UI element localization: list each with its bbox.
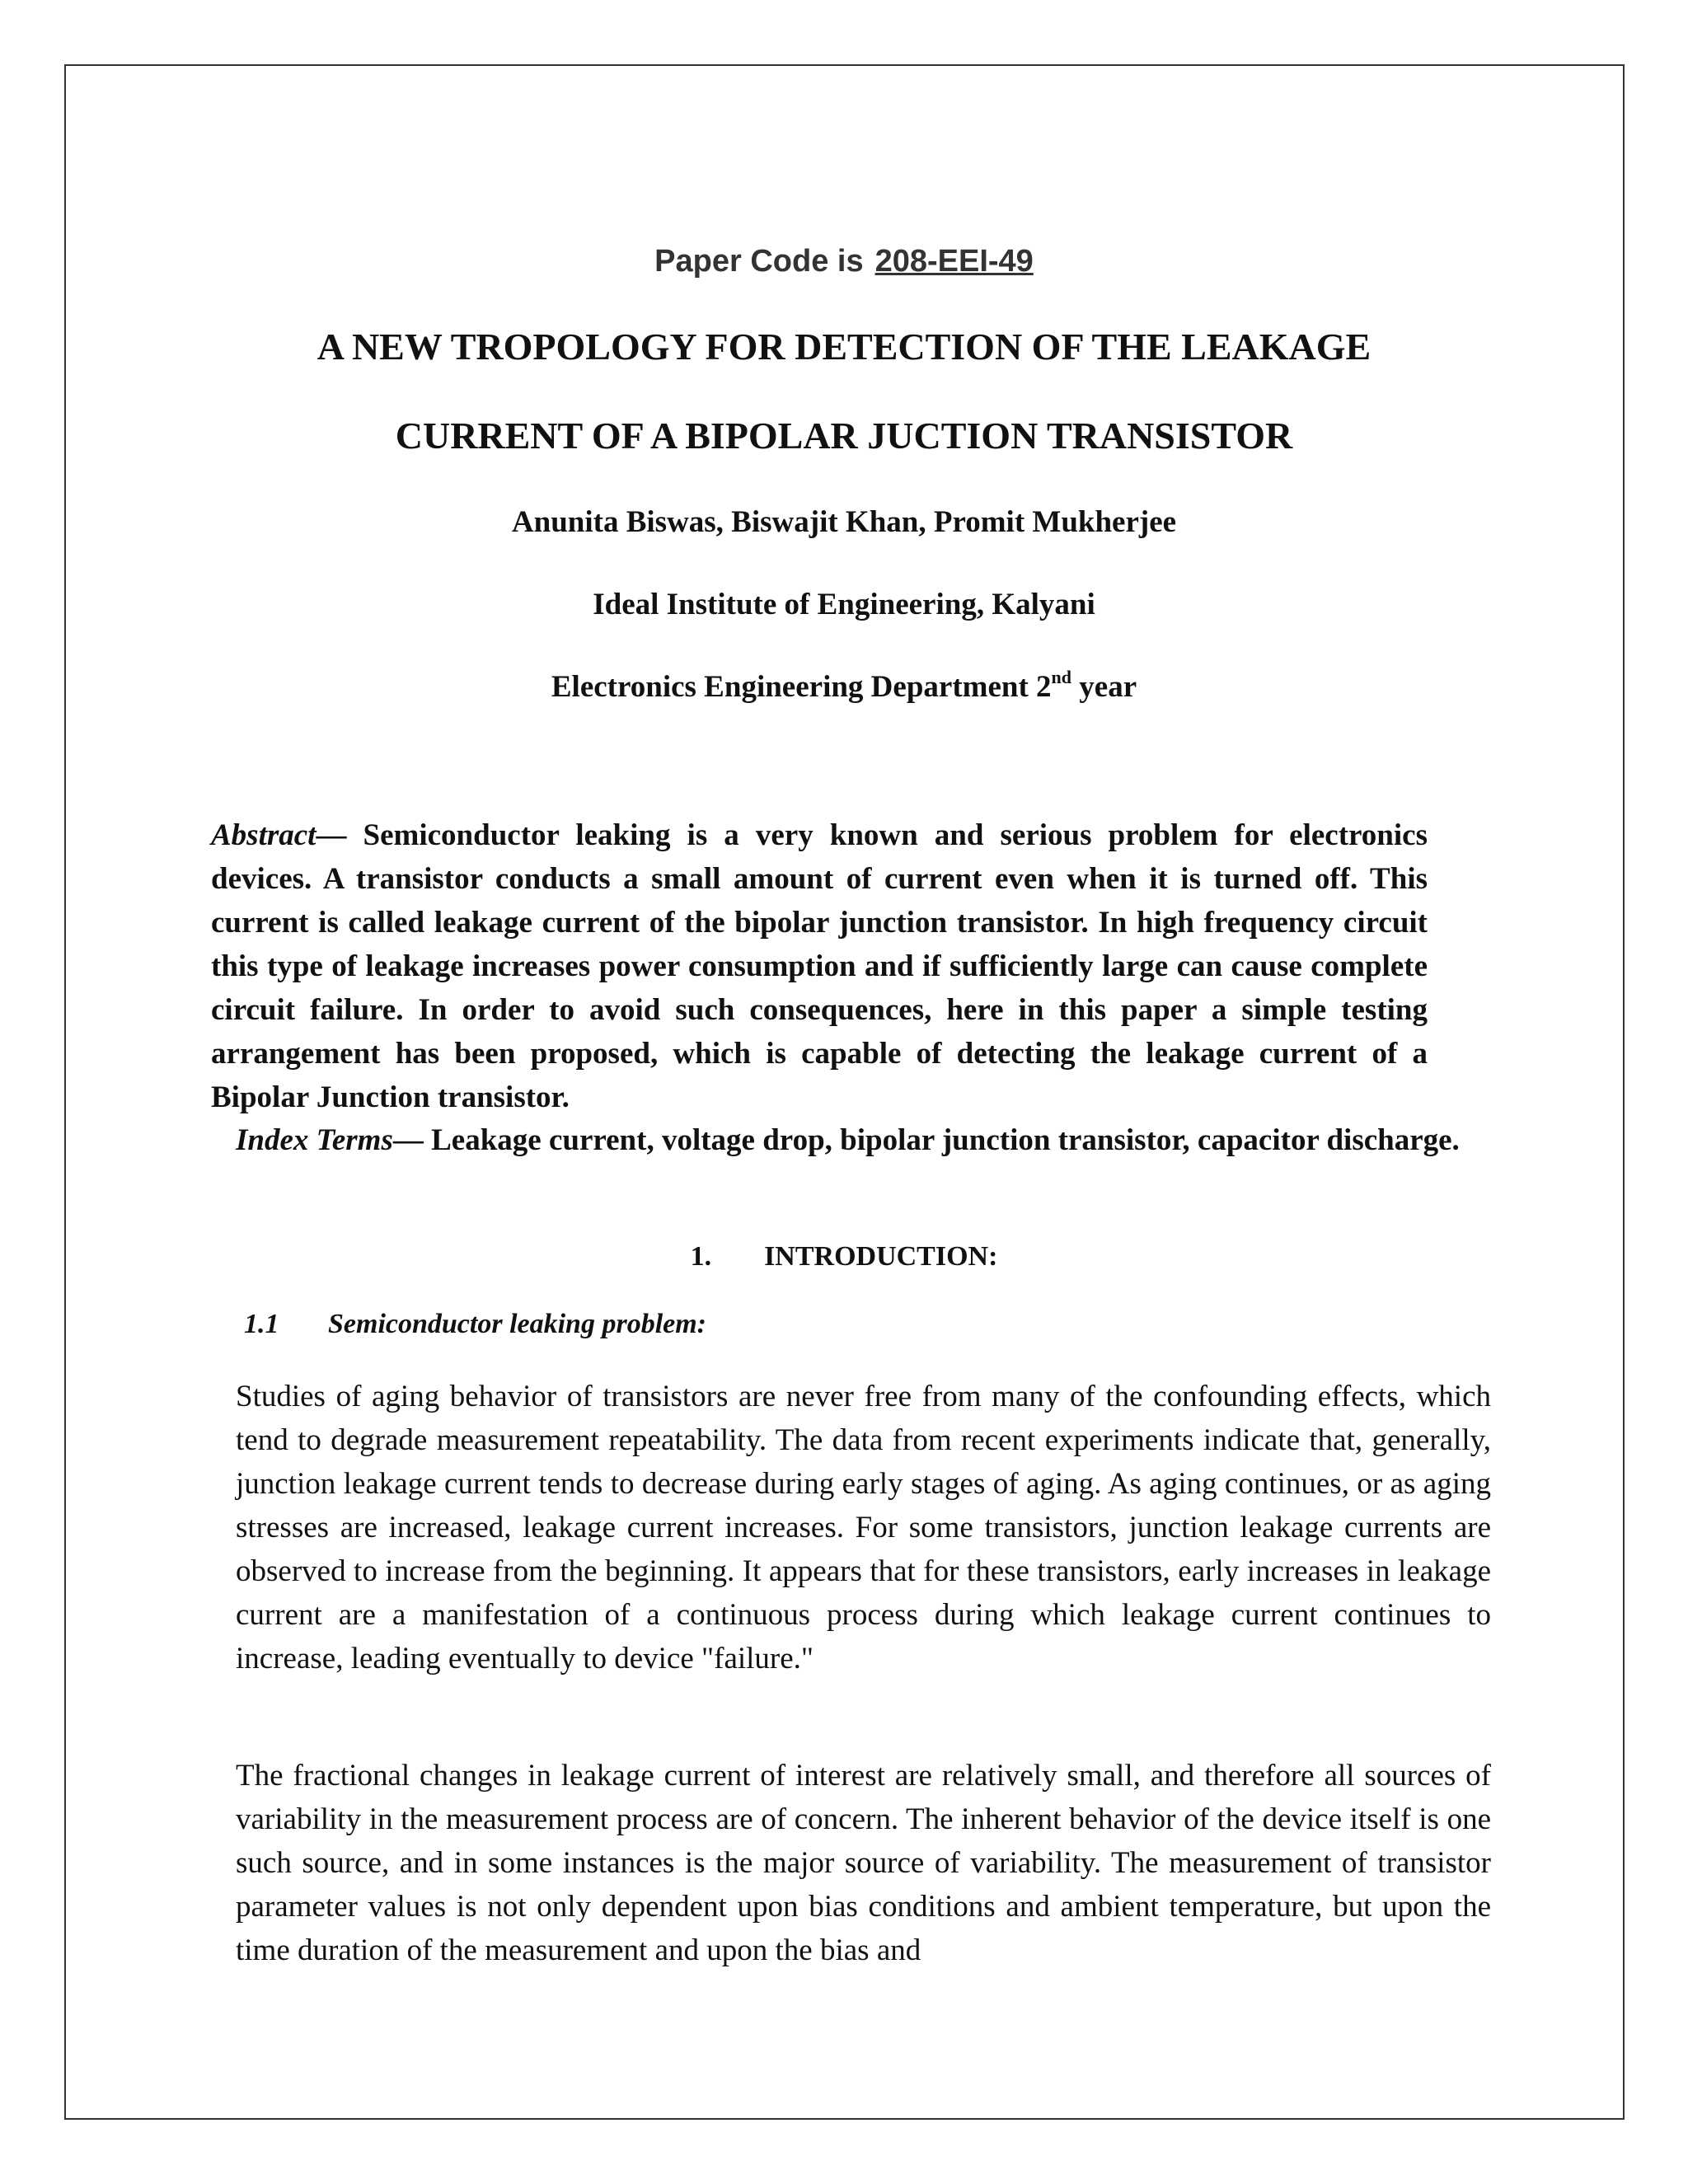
department-suffix: year (1071, 670, 1137, 704)
index-terms-text: — Leakage current, voltage drop, bipolar junction transistor, capacitor discharge. (392, 1123, 1460, 1157)
paper-title-line-1: A NEW TROPOLOGY FOR DETECTION OF THE LEAKAGE (316, 326, 1372, 368)
section-number: 1. (690, 1241, 712, 1272)
subsection-number: 1.1 (244, 1309, 279, 1339)
paper-code-value: 208-EEI-49 (874, 244, 1034, 279)
section-title: INTRODUCTION: (764, 1241, 998, 1272)
body-paragraph: The fractional changes in leakage current of interest are relatively small, and therefore all sources of variability in the measurement process are of concern. The inherent behavior of the device itself is one such source, and in some instances is the major source of variability. The measurement of transistor parameter values is not only dependent upon bias conditions and ambient temperature, but upon the time duration of the measurement and upon the bias and (236, 1759, 1491, 1967)
department-superscript: nd (1051, 667, 1072, 687)
abstract-text: — Semiconductor leaking is a very known and serious problem for electronics devices. A transistor conducts a small amount of current even when it is turned off. This current is called leakage current of the bipolar junction transistor. In high frequency circuit this type of leakage increases power consumption and if sufficiently large can cause complete circuit failure. In order to avoid such consequences, here in this paper a simple testing arrangement has been proposed, which is capable of detecting the leakage current of a Bipolar Junction transistor. (211, 818, 1428, 1114)
index-terms-label: Index Terms (236, 1123, 393, 1157)
abstract-label: Abstract (211, 818, 316, 852)
subsection-heading (244, 1309, 706, 1340)
paper-title-line-2: CURRENT OF A BIPOLAR JUCTION TRANSISTOR (395, 415, 1293, 457)
authors: Anunita Biswas, Biswajit Khan, Promit Mukherjee (511, 505, 1177, 539)
paper-code-line (0, 244, 1688, 279)
abstract (211, 813, 1428, 1119)
department (0, 669, 1688, 705)
institute: Ideal Institute of Engineering, Kalyani (593, 588, 1095, 621)
department-prefix: Electronics Engineering Department 2 (551, 670, 1052, 704)
subsection-title: Semiconductor leaking problem: (328, 1309, 706, 1339)
index-terms (211, 1118, 1491, 1162)
paper-code-label: Paper Code is (654, 244, 864, 279)
body-paragraph: Studies of aging behavior of transistors are never free from many of the confounding effects, which tend to degrade measurement repeatability. The data from recent experiments indicate that, generally, junction leakage current tends to decrease during early stages of aging. As aging continues, or as aging stresses are increased, leakage current increases. For some transistors, junction leakage currents are observed to increase from the beginning. It appears that for these transistors, early increases in leakage current are a manifestation of a continuous process during which leakage current continues to increase, leading eventually to device "failure." (236, 1380, 1491, 1675)
section-heading-introduction (0, 1241, 1688, 1272)
